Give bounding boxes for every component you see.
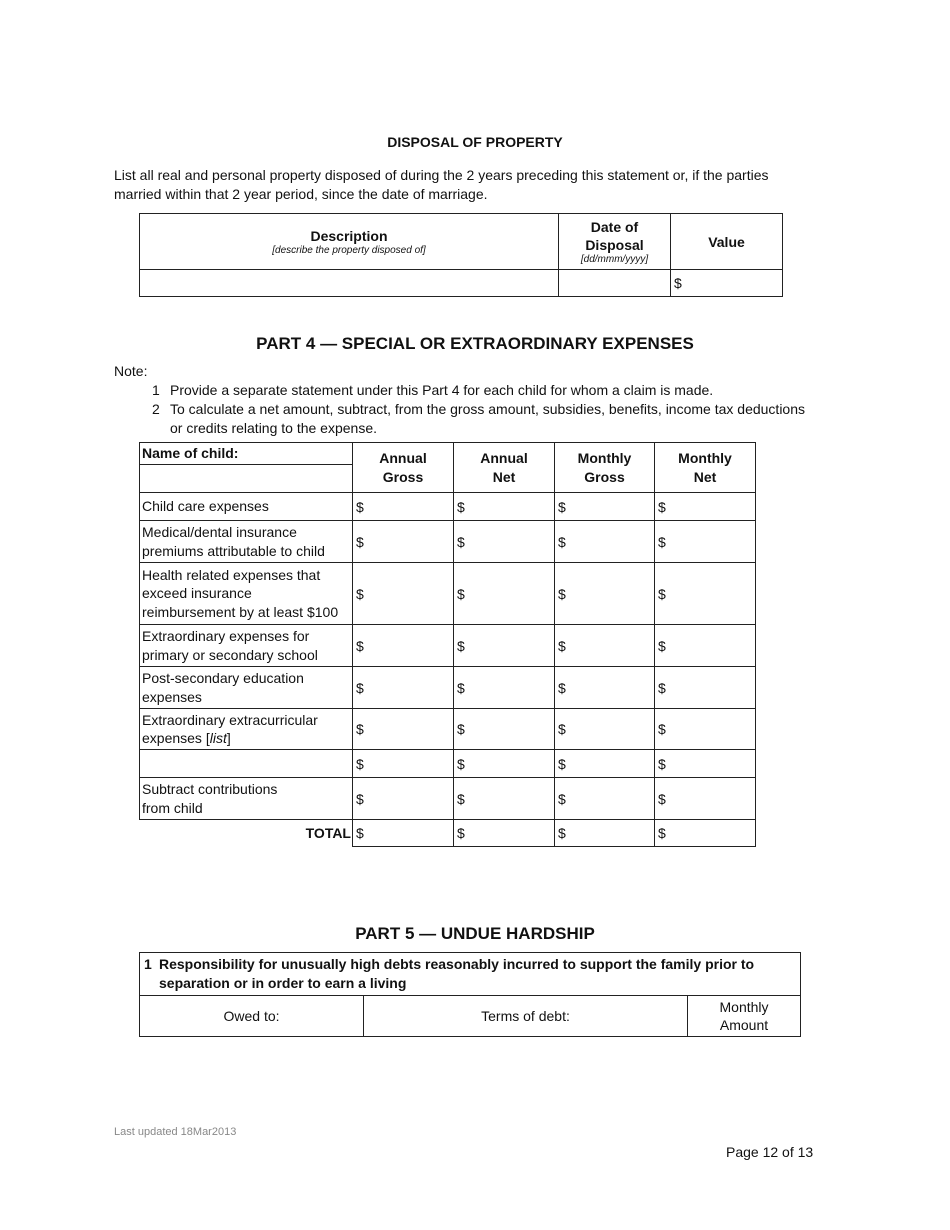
terms-of-debt-header: Terms of debt: bbox=[364, 996, 688, 1037]
page-number: Page 12 of 13 bbox=[726, 1144, 814, 1160]
row-label-line: Health related expenses that bbox=[142, 566, 321, 583]
part4-note2-num: 2 bbox=[152, 401, 160, 417]
header-monthly-gross-l2: Gross bbox=[584, 468, 625, 485]
extracurricular-annual-net[interactable] bbox=[454, 709, 555, 750]
dollar-sign: $ bbox=[558, 721, 566, 737]
post-secondary-monthly-gross[interactable] bbox=[555, 667, 655, 709]
school-annual-net[interactable] bbox=[454, 625, 555, 667]
disposal-intro bbox=[114, 166, 769, 204]
dollar-sign: $ bbox=[658, 755, 666, 772]
row-label-text: ] bbox=[226, 730, 231, 746]
row-label-child-care bbox=[140, 493, 353, 521]
part4-note1: Provide a separate statement under this Part 4 for each child for whom a claim is made. bbox=[170, 382, 714, 398]
hardship-table bbox=[139, 952, 801, 1037]
name-of-child-label: Name of child: bbox=[140, 443, 353, 465]
row-label-line: Child care expenses bbox=[142, 498, 269, 515]
total-monthly-gross[interactable] bbox=[555, 820, 655, 847]
health-annual-gross[interactable] bbox=[353, 563, 454, 625]
blank-monthly-gross[interactable] bbox=[555, 750, 655, 778]
row-label-line: from child bbox=[142, 799, 203, 816]
medical-monthly-net[interactable] bbox=[655, 521, 756, 563]
header-monthly-net bbox=[655, 443, 756, 493]
row-label-line: Subtract contributions bbox=[142, 781, 278, 797]
disposal-value-input[interactable] bbox=[671, 270, 783, 297]
dollar-sign: $ bbox=[457, 637, 465, 654]
dollar-sign: $ bbox=[658, 825, 666, 841]
value-header: Value bbox=[708, 233, 745, 250]
blank-annual-net[interactable] bbox=[454, 750, 555, 778]
dollar-sign: $ bbox=[558, 637, 566, 654]
dollar-sign: $ bbox=[658, 721, 666, 737]
dollar-sign: $ bbox=[356, 637, 364, 654]
health-annual-net[interactable] bbox=[454, 563, 555, 625]
extracurricular-monthly-gross[interactable] bbox=[555, 709, 655, 750]
blank-monthly-net[interactable] bbox=[655, 750, 756, 778]
row-label-list-italic: list bbox=[209, 730, 227, 746]
row-label-blank-input[interactable] bbox=[140, 750, 353, 778]
row-label-contributions bbox=[140, 778, 353, 820]
row-label-line bbox=[142, 729, 352, 748]
child-care-annual-net[interactable] bbox=[454, 493, 555, 521]
dollar-sign: $ bbox=[674, 275, 682, 291]
disposal-date-input[interactable] bbox=[559, 270, 671, 297]
disposal-intro-line1: List all real and personal property disposed of during the 2 years preceding this statement or, if the parties bbox=[114, 167, 769, 183]
disposal-description-input[interactable] bbox=[140, 270, 559, 297]
owed-to-header: Owed to: bbox=[140, 996, 364, 1037]
post-secondary-annual-net[interactable] bbox=[454, 667, 555, 709]
expenses-table bbox=[139, 442, 756, 847]
total-annual-gross[interactable] bbox=[353, 820, 454, 847]
header-annual-gross-l2: Gross bbox=[382, 468, 424, 485]
contributions-annual-gross[interactable] bbox=[353, 778, 454, 820]
header-annual-gross-l1: Annual bbox=[379, 449, 427, 466]
row-label-line: reimbursement by at least $100 bbox=[142, 603, 339, 620]
post-secondary-annual-gross[interactable] bbox=[353, 667, 454, 709]
row-label-line: exceed insurance bbox=[142, 585, 252, 602]
dollar-sign: $ bbox=[457, 498, 465, 515]
dollar-sign: $ bbox=[356, 790, 364, 807]
row-label-text: expenses [ bbox=[142, 730, 210, 746]
disposal-col-value bbox=[671, 214, 783, 270]
date-header-line1: Date of bbox=[590, 219, 639, 235]
header-monthly-gross bbox=[555, 443, 655, 493]
dollar-sign: $ bbox=[658, 533, 666, 550]
date-header-line2: Disposal bbox=[585, 237, 644, 253]
row-label-school-expenses bbox=[140, 625, 353, 667]
part4-title: PART 4 — SPECIAL OR EXTRAORDINARY EXPENSES bbox=[256, 334, 694, 353]
dollar-sign: $ bbox=[457, 585, 465, 602]
row-label-health-related bbox=[140, 563, 353, 625]
row-label-medical-dental bbox=[140, 521, 353, 563]
blank-annual-gross[interactable] bbox=[353, 750, 454, 778]
medical-annual-gross[interactable] bbox=[353, 521, 454, 563]
hardship-item-1 bbox=[140, 953, 801, 996]
contributions-monthly-gross[interactable] bbox=[555, 778, 655, 820]
dollar-sign: $ bbox=[356, 585, 364, 602]
extracurricular-monthly-net[interactable] bbox=[655, 709, 756, 750]
row-label-line: Extraordinary expenses for bbox=[142, 628, 310, 644]
dollar-sign: $ bbox=[658, 679, 666, 696]
disposal-col-date bbox=[559, 214, 671, 270]
dollar-sign: $ bbox=[658, 585, 666, 602]
dollar-sign: $ bbox=[558, 679, 566, 696]
row-label-line: primary or secondary school bbox=[142, 646, 318, 663]
dollar-sign: $ bbox=[457, 755, 465, 772]
disposal-intro-line2: married within that 2 year period, since the date of marriage. bbox=[114, 186, 488, 202]
dollar-sign: $ bbox=[558, 825, 566, 841]
row-label-line: Post-secondary education bbox=[142, 670, 304, 686]
dollar-sign: $ bbox=[457, 679, 465, 696]
dollar-sign: $ bbox=[457, 790, 465, 807]
hardship-item-line2: separation or in order to earn a living bbox=[159, 975, 407, 991]
dollar-sign: $ bbox=[356, 755, 364, 772]
total-label: TOTAL bbox=[305, 825, 351, 842]
monthly-amount-line2: Amount bbox=[719, 1017, 769, 1033]
medical-monthly-gross[interactable] bbox=[555, 521, 655, 563]
dollar-sign: $ bbox=[658, 637, 666, 654]
part4-note2-line2: or credits relating to the expense. bbox=[170, 420, 378, 436]
header-annual-net bbox=[454, 443, 555, 493]
date-note: [dd/mmm/yyyy] bbox=[580, 254, 649, 265]
part4-note1-num: 1 bbox=[152, 382, 160, 398]
dollar-sign: $ bbox=[658, 498, 666, 515]
dollar-sign: $ bbox=[356, 498, 364, 515]
dollar-sign: $ bbox=[457, 533, 465, 550]
dollar-sign: $ bbox=[558, 498, 566, 515]
child-care-monthly-gross[interactable] bbox=[555, 493, 655, 521]
header-annual-net-l2: Net bbox=[492, 468, 516, 485]
medical-annual-net[interactable] bbox=[454, 521, 555, 563]
description-note: [describe the property disposed of] bbox=[272, 245, 426, 256]
header-monthly-net-l2: Net bbox=[693, 468, 717, 485]
hardship-item-line1: Responsibility for unusually high debts reasonably incurred to support the family prior to bbox=[159, 956, 755, 972]
child-care-monthly-net[interactable] bbox=[655, 493, 756, 521]
monthly-amount-line1: Monthly bbox=[719, 999, 769, 1015]
part4-note2 bbox=[170, 400, 805, 438]
school-monthly-gross[interactable] bbox=[555, 625, 655, 667]
row-label-line: Extraordinary extracurricular bbox=[142, 711, 318, 728]
disposal-table bbox=[139, 213, 783, 297]
dollar-sign: $ bbox=[457, 721, 465, 737]
child-care-annual-gross[interactable] bbox=[353, 493, 454, 521]
total-annual-net[interactable] bbox=[454, 820, 555, 847]
total-monthly-net[interactable] bbox=[655, 820, 756, 847]
dollar-sign: $ bbox=[356, 825, 364, 841]
dollar-sign: $ bbox=[457, 825, 465, 841]
dollar-sign: $ bbox=[356, 533, 364, 550]
dollar-sign: $ bbox=[356, 679, 364, 696]
row-label-line: premiums attributable to child bbox=[142, 542, 325, 559]
part5-title: PART 5 — UNDUE HARDSHIP bbox=[355, 924, 595, 943]
row-label-post-secondary bbox=[140, 667, 353, 709]
school-monthly-net[interactable] bbox=[655, 625, 756, 667]
extracurricular-annual-gross[interactable] bbox=[353, 709, 454, 750]
health-monthly-net[interactable] bbox=[655, 563, 756, 625]
disposal-title: DISPOSAL OF PROPERTY bbox=[387, 134, 563, 150]
row-label-extracurricular bbox=[140, 709, 353, 750]
disposal-col-description bbox=[140, 214, 559, 270]
header-monthly-gross-l1: Monthly bbox=[577, 449, 632, 466]
hardship-item-number: 1 bbox=[144, 956, 152, 972]
dollar-sign: $ bbox=[558, 755, 566, 772]
school-annual-gross[interactable] bbox=[353, 625, 454, 667]
row-label-line: expenses bbox=[142, 688, 202, 705]
header-annual-gross bbox=[353, 443, 454, 493]
part4-note-label: Note: bbox=[114, 363, 148, 379]
post-secondary-monthly-net[interactable] bbox=[655, 667, 756, 709]
dollar-sign: $ bbox=[558, 533, 566, 550]
name-of-child-input[interactable] bbox=[140, 465, 353, 493]
header-annual-net-l1: Annual bbox=[480, 449, 528, 466]
description-header: Description bbox=[310, 228, 388, 244]
dollar-sign: $ bbox=[658, 790, 666, 807]
header-monthly-net-l1: Monthly bbox=[678, 449, 732, 466]
dollar-sign: $ bbox=[558, 585, 566, 602]
monthly-amount-header bbox=[688, 996, 801, 1037]
dollar-sign: $ bbox=[558, 790, 566, 807]
last-updated: Last updated 18Mar2013 bbox=[114, 1126, 237, 1138]
part4-note2-line1: To calculate a net amount, subtract, from the gross amount, subsidies, benefits, income tax deductions bbox=[170, 401, 806, 417]
contributions-annual-net[interactable] bbox=[454, 778, 555, 820]
contributions-monthly-net[interactable] bbox=[655, 778, 756, 820]
dollar-sign: $ bbox=[356, 721, 364, 737]
row-label-line: Medical/dental insurance bbox=[142, 524, 297, 540]
health-monthly-gross[interactable] bbox=[555, 563, 655, 625]
